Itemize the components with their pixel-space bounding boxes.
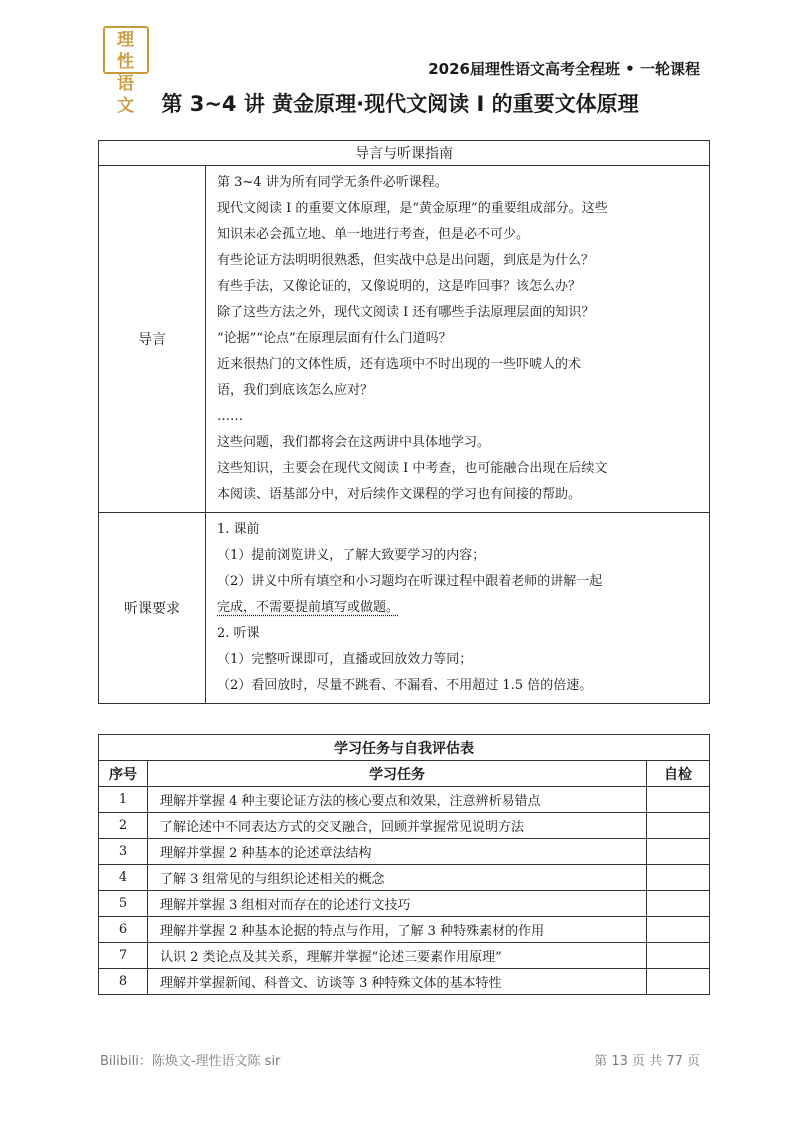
intro-line: 本阅读、语基部分中，对后续作文课程的学习也有间接的帮助。 [217,487,582,502]
requirement-line: （2）讲义中所有填空和小习题均在听课过程中跟着老师的讲解一起 [217,574,603,589]
intro-line: 近来很热门的文体性质，还有选项中不时出现的一些吓唬人的术 [217,357,582,372]
page-number: 第 13 页 共 77 页 [594,1054,700,1069]
intro-line: 有些论证方法明明很熟悉，但实战中总是出问题，到底是为什么？ [217,253,595,268]
row-task: 理解并掌握 2 种基本论据的特点与作用，了解 3 种特殊素材的作用 [148,917,647,943]
table-row [99,917,710,943]
guide-table-title: 导言与听课指南 [99,141,710,166]
guide-table [98,140,710,704]
self-check-cell[interactable] [647,839,710,865]
self-check-cell[interactable] [647,891,710,917]
task-table-title: 学习任务与自我评估表 [99,735,710,761]
self-check-cell[interactable] [647,787,710,813]
intro-content [206,166,710,513]
row-no: 8 [99,969,148,995]
footer-credit: Bilibili：陈焕文-理性语文陈 sir [100,1054,281,1069]
table-row [99,865,710,891]
row-no: 1 [99,787,148,813]
table-row [99,813,710,839]
row-task: 认识 2 类论点及其关系，理解并掌握“论述三要素作用原理” [148,943,647,969]
intro-line: “论据”“论点”在原理层面有什么门道吗？ [217,331,452,346]
intro-line: 知识未必会孤立地、单一地进行考查，但是必不可少。 [217,227,530,242]
self-check-cell[interactable] [647,917,710,943]
requirement-line: 完成，不需要提前填写或做题。 [217,600,400,615]
row-task: 理解并掌握新闻、科普文、访谈等 3 种特殊文体的基本特性 [148,969,647,995]
requirements-content [206,513,710,704]
intro-line: …… [217,409,243,424]
requirement-line: （1）提前浏览讲义，了解大致要学习的内容； [217,548,486,563]
requirement-line: 2. 听课 [217,626,260,641]
intro-label: 导言 [99,166,206,513]
task-table [98,734,710,995]
table-row [99,891,710,917]
requirement-line: （1）完整听课即可，直播或回放效力等同； [217,652,473,667]
intro-line: 有些手法，又像论证的，又像说明的，这是咋回事？该怎么办？ [217,279,582,294]
row-no: 6 [99,917,148,943]
requirement-line: 1. 课前 [217,522,260,537]
self-check-cell[interactable] [647,813,710,839]
table-row [99,839,710,865]
intro-line: 语，我们到底该怎么应对？ [217,383,374,398]
row-task: 理解并掌握 4 种主要论证方法的核心要点和效果，注意辨析易错点 [148,787,647,813]
intro-line: 这些知识，主要会在现代文阅读 I 中考查，也可能融合出现在后续文 [217,461,608,476]
course-title: 2026届理性语文高考全程班 • 一轮课程 [428,60,700,78]
requirement-line: （2）看回放时，尽量不跳看、不漏看、不用超过 1.5 倍的倍速。 [217,678,593,693]
intro-line: 现代文阅读 I 的重要文体原理，是“黄金原理”的重要组成部分。这些 [217,201,608,216]
self-check-cell[interactable] [647,943,710,969]
row-no: 3 [99,839,148,865]
intro-line: 这些问题，我们都将会在这两讲中具体地学习。 [217,435,491,450]
lecture-title: 第 3~4 讲 黄金原理·现代文阅读 I 的重要文体原理 [161,92,639,116]
col-header-task: 学习任务 [148,761,647,787]
row-no: 5 [99,891,148,917]
brand-logo [103,26,149,116]
row-no: 2 [99,813,148,839]
logo-text: 理性语文 [117,30,135,116]
row-task: 理解并掌握 2 种基本的论述章法结构 [148,839,647,865]
intro-line: 第 3~4 讲为所有同学无条件必听课程。 [217,175,448,190]
requirements-label: 听课要求 [99,513,206,704]
col-header-check: 自检 [647,761,710,787]
row-task: 了解论述中不同表达方式的交叉融合，回顾并掌握常见说明方法 [148,813,647,839]
table-row [99,787,710,813]
self-check-cell[interactable] [647,969,710,995]
row-no: 4 [99,865,148,891]
self-check-cell[interactable] [647,865,710,891]
table-row [99,969,710,995]
intro-line: 除了这些方法之外，现代文阅读 I 还有哪些手法原理层面的知识？ [217,305,595,320]
row-task: 了解 3 组常见的与组织论述相关的概念 [148,865,647,891]
row-task: 理解并掌握 3 组相对而存在的论述行文技巧 [148,891,647,917]
row-no: 7 [99,943,148,969]
table-row [99,943,710,969]
col-header-no: 序号 [99,761,148,787]
